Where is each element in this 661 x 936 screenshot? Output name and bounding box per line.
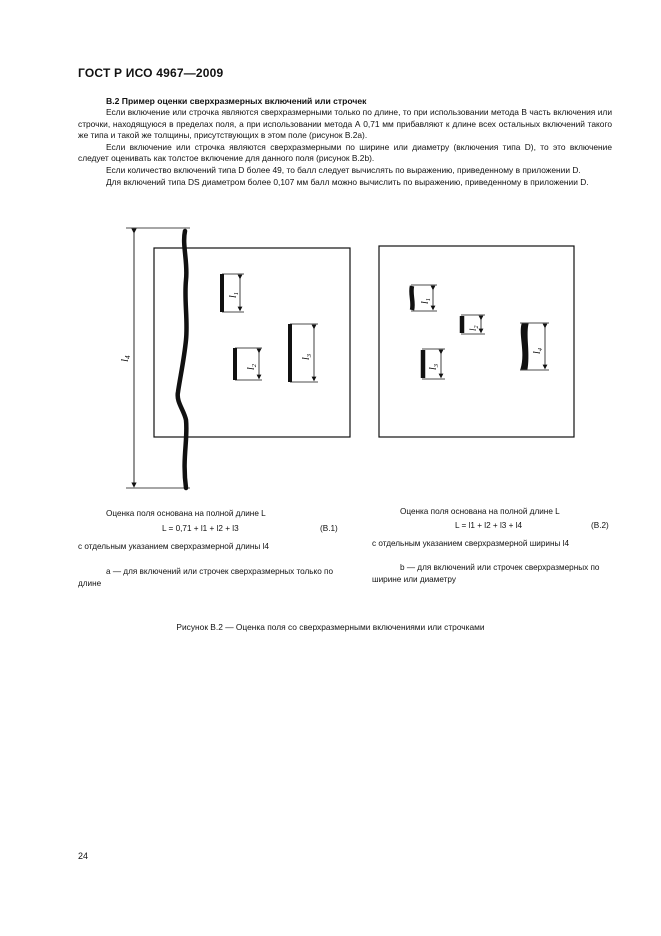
label-b-l3: $l_3$ bbox=[428, 363, 440, 370]
figure-a-caption: a — для включений или строчек сверхразмерных только по длине bbox=[78, 567, 334, 588]
figure-b-line3: с отдельным указанием сверхразмерной ширины l4 bbox=[372, 539, 570, 548]
equation-b1: L = 0,71 + l1 + l2 + l3 bbox=[162, 524, 239, 533]
label-l1: $l_1$ bbox=[228, 291, 240, 298]
page-number: 24 bbox=[78, 851, 89, 861]
document-header: ГОСТ Р ИСО 4967—2009 bbox=[78, 66, 224, 80]
label-l3: $l_3$ bbox=[301, 353, 313, 360]
paragraph-3: Если количество включений типа D более 49, то балл следует вычислять по выражению, приведенному в приложении D. bbox=[106, 164, 581, 175]
label-l4: l4 bbox=[119, 355, 132, 362]
equation-number-b2: (B.2) bbox=[591, 521, 609, 530]
label-b-l1: $l_1$ bbox=[420, 297, 432, 304]
figure-a-line3: с отдельным указанием сверхразмерной длины l4 bbox=[78, 542, 269, 551]
figure-a-drawing bbox=[119, 228, 350, 488]
paragraph-2: Если включение или строчка являются сверхразмерными по ширине или диаметру (включения типа D), то это включение следует оценивать как толстое включение для данного поля (рисунок B.2b). bbox=[78, 141, 612, 164]
figure-a-line1: Оценка поля основана на полной длине L bbox=[106, 509, 266, 518]
figure-b-caption: b — для включений или строчек сверхразмерных по ширине или диаметру bbox=[372, 563, 600, 584]
figure-b-drawing bbox=[379, 246, 574, 437]
label-b-l2: $l_2$ bbox=[468, 325, 480, 331]
label-l2: $l_2$ bbox=[246, 363, 258, 370]
equation-number-b1: (B.1) bbox=[320, 524, 338, 533]
paragraph-1: Если включение или строчка являются сверхразмерными только по длине, то при использовании метода В часть включения или строчки, находящуюся в пределах поля, а при использовании метода А 0,71 мм прибавляют к длине всех остальных включений такого же типа и такой же толщины, присутствующих в этом поле (рисунок B.2a). bbox=[78, 107, 612, 141]
equation-b2: L = l1 + l2 + l3 + l4 bbox=[455, 521, 523, 530]
oversize-stringer bbox=[178, 231, 187, 488]
section-title: B.2 Пример оценки сверхразмерных включений или строчек bbox=[106, 96, 367, 106]
figure-b-line1: Оценка поля основана на полной длине L bbox=[400, 507, 560, 516]
paragraph-4: Для включений типа DS диаметром более 0,107 мм балл можно вычислить по выражению, приведенному в приложении D. bbox=[106, 176, 589, 187]
label-b-l4: $l_4$ bbox=[532, 347, 544, 354]
figure-a-text bbox=[106, 508, 346, 520]
figure-caption: Рисунок B.2 — Оценка поля со сверхразмерными включениями или строчками bbox=[176, 622, 485, 632]
